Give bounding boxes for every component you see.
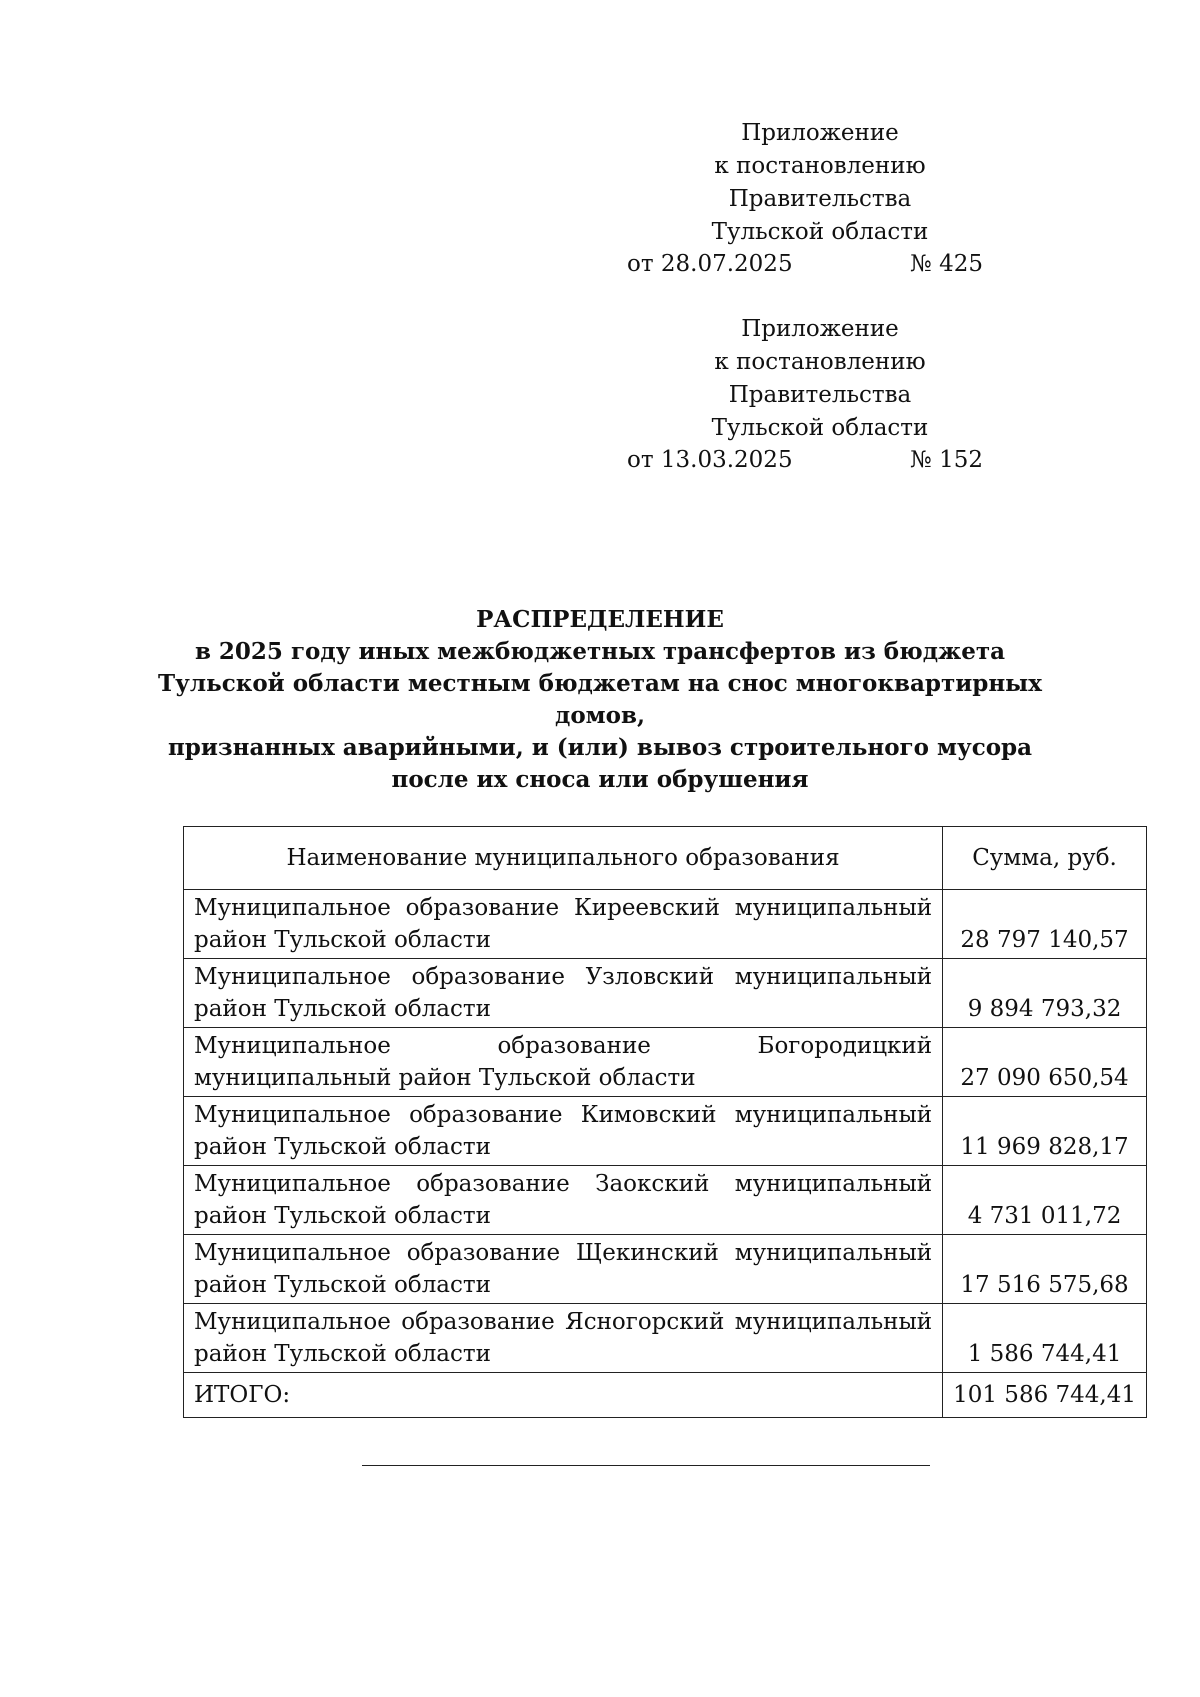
appendix-region: Тульской области (711, 219, 929, 245)
table-row (184, 1097, 1147, 1166)
end-divider-line (362, 1465, 930, 1466)
title-line: Тульской области местным бюджетам на снос многоквартирных домов, (158, 670, 1042, 729)
table-total-row (184, 1373, 1147, 1418)
column-header-amount: Сумма, руб. (943, 827, 1147, 890)
appendix-reference: к постановлению Правительства (714, 153, 926, 212)
municipality-name: Муниципальное образование Кимовский муниципальный район Тульской области (184, 1097, 943, 1166)
appendix-header-1 (620, 117, 1020, 249)
table-row (184, 1304, 1147, 1373)
amount-cell: 27 090 650,54 (943, 1028, 1147, 1097)
decree-number: № 152 (910, 447, 983, 473)
amount-cell: 17 516 575,68 (943, 1235, 1147, 1304)
municipality-name: Муниципальное образование Узловский муниципальный район Тульской области (184, 959, 943, 1028)
distribution-table (183, 826, 1147, 1418)
total-amount: 101 586 744,41 (943, 1373, 1147, 1418)
municipality-name: Муниципальное образование Ясногорский муниципальный район Тульской области (184, 1304, 943, 1373)
municipality-name: Муниципальное образование Заокский муниципальный район Тульской области (184, 1166, 943, 1235)
amount-cell: 4 731 011,72 (943, 1166, 1147, 1235)
table-row (184, 1235, 1147, 1304)
amount-cell: 1 586 744,41 (943, 1304, 1147, 1373)
table-header-row (184, 827, 1147, 890)
title-line: в 2025 году иных межбюджетных трансфертов из бюджета (194, 638, 1006, 665)
total-label: ИТОГО: (184, 1373, 943, 1418)
table-row (184, 890, 1147, 959)
appendix-reference: к постановлению Правительства (714, 349, 926, 408)
municipality-name: Муниципальное образование Богородицкий муниципальный район Тульской области (184, 1028, 943, 1097)
decree-number: № 425 (910, 251, 983, 277)
appendix-region: Тульской области (711, 415, 929, 441)
title-line: после их сноса или обрушения (391, 766, 809, 793)
column-header-municipality: Наименование муниципального образования (184, 827, 943, 890)
appendix-label: Приложение (741, 120, 899, 146)
title-heading: РАСПРЕДЕЛЕНИЕ (476, 606, 724, 633)
appendix-label: Приложение (741, 316, 899, 342)
document-title (150, 604, 1050, 796)
table-row (184, 1166, 1147, 1235)
table-row (184, 1028, 1147, 1097)
municipality-name: Муниципальное образование Киреевский муниципальный район Тульской области (184, 890, 943, 959)
table-row (184, 959, 1147, 1028)
decree-date: от 28.07.2025 (627, 251, 793, 277)
municipality-name: Муниципальное образование Щекинский муниципальный район Тульской области (184, 1235, 943, 1304)
decree-date: от 13.03.2025 (627, 447, 793, 473)
amount-cell: 28 797 140,57 (943, 890, 1147, 959)
appendix-date-row-2 (627, 444, 983, 477)
title-line: признанных аварийными, и (или) вывоз строительного мусора (167, 734, 1033, 761)
appendix-date-row-1 (627, 248, 983, 281)
amount-cell: 9 894 793,32 (943, 959, 1147, 1028)
appendix-header-2 (620, 313, 1020, 445)
amount-cell: 11 969 828,17 (943, 1097, 1147, 1166)
